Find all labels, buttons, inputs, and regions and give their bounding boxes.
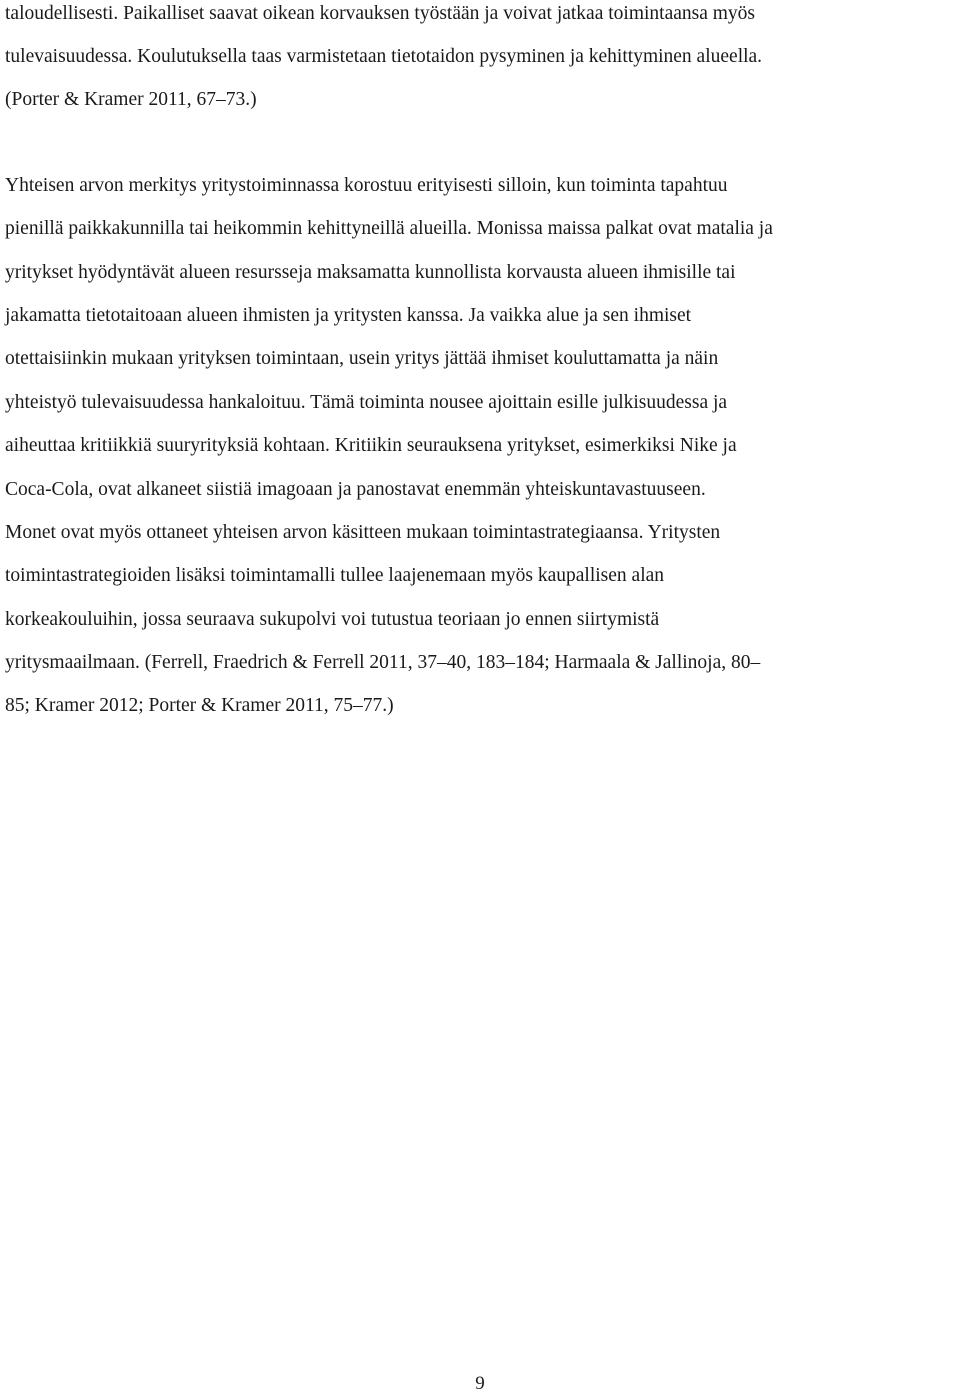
text-line: Yhteisen arvon merkitys yritystoiminnassa korostuu erityisesti silloin, kun toiminta tapahtuu (5, 175, 728, 196)
text-line: jakamatta tietotaitoaan alueen ihmisten ja yritysten kanssa. Ja vaikka alue ja sen ihmiset (5, 305, 692, 326)
text-line: 85; Kramer 2012; Porter & Kramer 2011, 75–77.) (5, 695, 394, 716)
text-line: (Porter & Kramer 2011, 67–73.) (5, 89, 257, 110)
text-line: tulevaisuudessa. Koulutuksella taas varmistetaan tietotaidon pysyminen ja kehittyminen alueella. (5, 46, 763, 67)
text-line: yhteistyö tulevaisuudessa hankaloituu. Tämä toiminta nousee ajoittain esille julkisuudessa ja (5, 392, 728, 413)
text-line: pienillä paikkakunnilla tai heikommin kehittyneillä alueilla. Monissa maissa palkat ovat matalia ja (5, 218, 773, 239)
text-line: yritykset hyödyntävät alueen resursseja maksamatta kunnollista korvausta alueen ihmisille tai (5, 262, 736, 283)
text-line: yritysmaailmaan. (Ferrell, Fraedrich & Ferrell 2011, 37–40, 183–184; Harmaala & Jallinoja, 80– (5, 652, 761, 673)
text-line: otettaisiinkin mukaan yrityksen toimintaan, usein yritys jättää ihmiset kouluttamatta ja näin (5, 348, 719, 369)
text-line: Coca-Cola, ovat alkaneet siistiä imagoaan ja panostavat enemmän yhteiskuntavastuuseen. (5, 479, 706, 500)
text-line: taloudellisesti. Paikalliset saavat oikean korvauksen työstään ja voivat jatkaa toimintaansa myös (5, 3, 756, 24)
page-number: 9 (475, 1373, 485, 1394)
text-line: korkeakouluihin, jossa seuraava sukupolvi voi tutustua teoriaan jo ennen siirtymistä (5, 609, 660, 630)
text-line: toimintastrategioiden lisäksi toimintamalli tullee laajenemaan myös kaupallisen alan (5, 565, 665, 586)
text-line: Monet ovat myös ottaneet yhteisen arvon käsitteen mukaan toimintastrategiaansa. Yritysten (5, 522, 721, 543)
text-line: aiheuttaa kritiikkiä suuryrityksiä kohtaan. Kritiikin seurauksena yritykset, esimerkiksi Nike ja (5, 435, 737, 456)
